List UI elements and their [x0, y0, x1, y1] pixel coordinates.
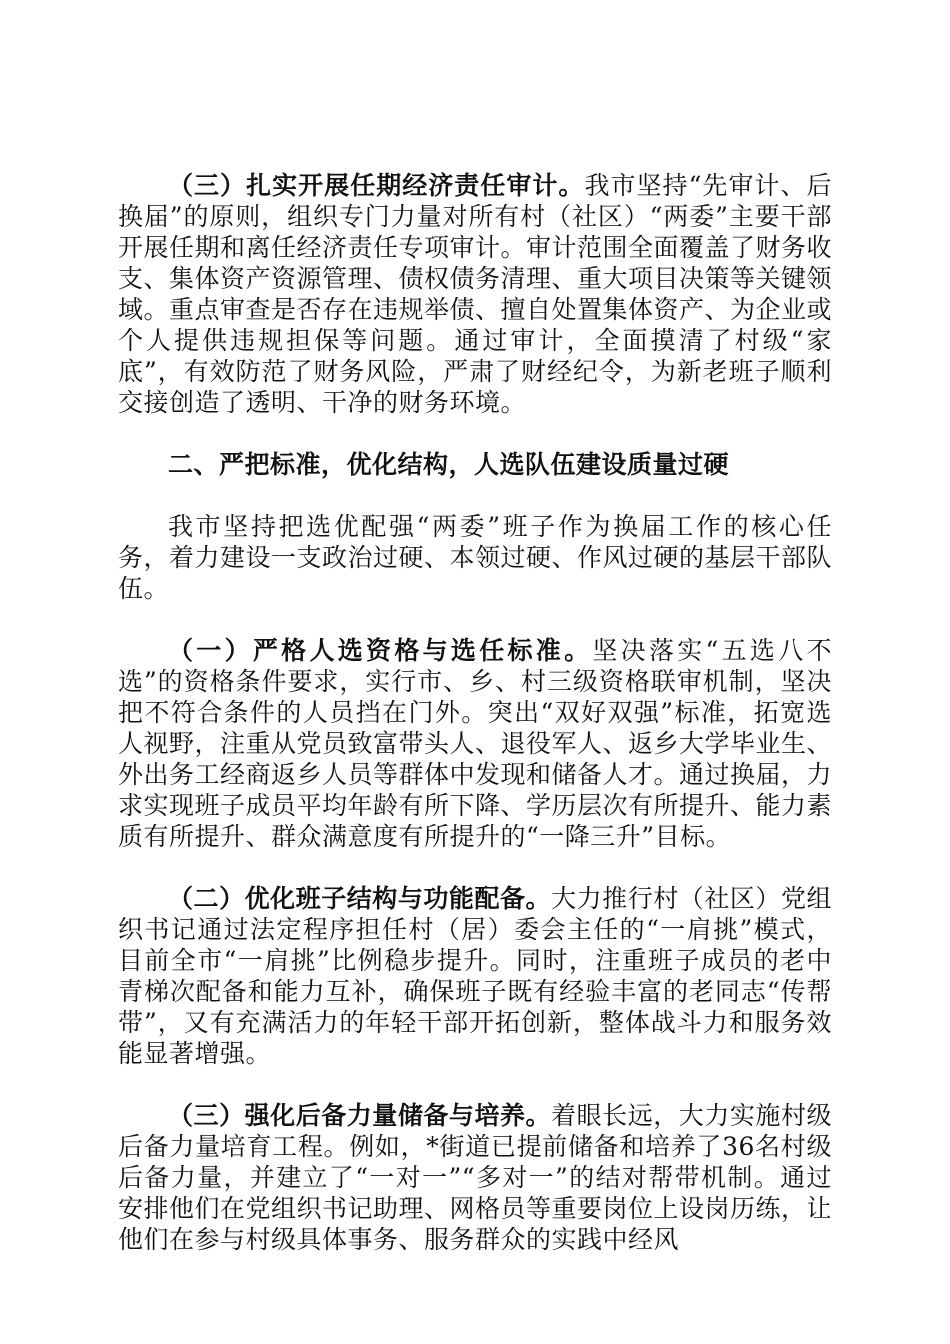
paragraph-body: 着眼长远，大力实施村级后备力量培育工程。例如，*街道已提前储备和培养了36名村级后备力量，并建立了“一对一”“多对一”的结对帮带机制。通过安排他们在党组织书记助理、网格员等重要岗位上设岗历练，让他们在参与村级具体事务、服务群众的实践中经风	[118, 1101, 833, 1254]
paragraph-audit	[118, 170, 832, 418]
paragraph-structure	[118, 883, 832, 1069]
paragraph-qualification	[118, 635, 832, 852]
section-heading: 二、严把标准，优化结构，人选队伍建设质量过硬	[168, 450, 730, 479]
paragraph-lead: （三）强化后备力量储备与培养。	[168, 1101, 552, 1130]
paragraph-lead: （一）严格人选资格与选任标准。	[168, 636, 593, 665]
paragraph-body: 大力推行村（社区）党组织书记通过法定程序担任村（居）委会主任的“一肩挑”模式，目前全市“一肩挑”比例稳步提升。同时，注重班子成员的老中青梯次配备和能力互补，确保班子既有经验丰富的老同志“传帮带”，又有充满活力的年轻干部开拓创新，整体战斗力和服务效能显著增强。	[118, 884, 832, 1068]
paragraph-body: 我市坚持“先审计、后换届”的原则，组织专门力量对所有村（社区）“两委”主要干部开展任期和离任经济责任专项审计。审计范围全面覆盖了财务收支、集体资产资源管理、债权债务清理、重大项目决策等关键领域。重点审查是否存在违规举债、擅自处置集体资产、为企业或个人提供违规担保等问题。通过审计，全面摸清了村级“家底”，有效防范了财务风险，严肃了财经纪令，为新老班子顺利交接创造了透明、干净的财务环境。	[118, 171, 833, 417]
paragraph-lead: （二）优化班子结构与功能配备。	[168, 884, 552, 913]
paragraph-reserve	[118, 1100, 832, 1255]
paragraph-body: 我市坚持把选优配强“两委”班子作为换届工作的核心任务，着力建设一支政治过硬、本领过硬、作风过硬的基层干部队伍。	[118, 512, 833, 603]
paragraph-intro	[118, 511, 832, 604]
paragraph-lead: （三）扎实开展任期经济责任审计。	[168, 171, 585, 200]
paragraph-body: 坚决落实“五选八不选”的资格条件要求，实行市、乡、村三级资格联审机制，坚决把不符合条件的人员挡在门外。突出“双好双强”标准，拓宽选人视野，注重从党员致富带头人、退役军人、返乡大学毕业生、外出务工经商返乡人员等群体中发现和储备人才。通过换届，力求实现班子成员平均年龄有所下降、学历层次有所提升、能力素质有所提升、群众满意度有所提升的“一降三升”目标。	[118, 636, 833, 851]
